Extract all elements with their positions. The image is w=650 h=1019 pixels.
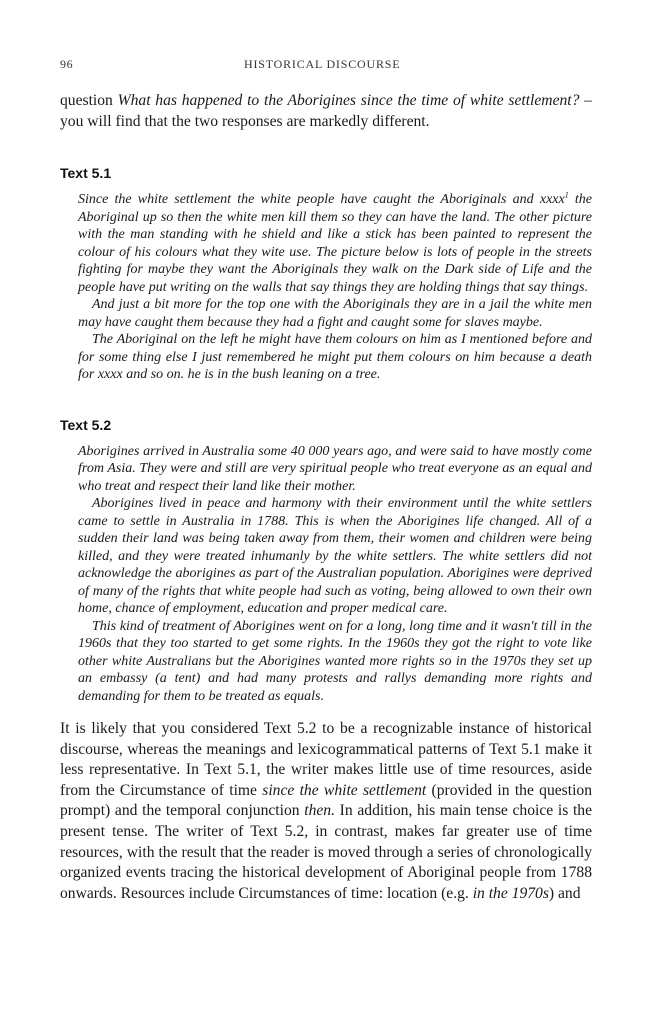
text-5-2-heading: Text 5.2 bbox=[60, 416, 112, 433]
book-page bbox=[60, 57, 592, 904]
text-5-1-para1-end: the Aboriginal up so then the white men kill them so they can have the land. The other picture with the man standing with he shield and like a stick has been painted to represent the colour of his colours what they wite use. The picture below is lots of people in the streets fighting for maybe they want the Aboriginals they walk on the Dark side of Life and the people have put writing on the walls that say things they are holding things that say things. bbox=[78, 192, 592, 295]
text-5-2-paragraph-3: This kind of treatment of Aborigines went on for a long, long time and it wasn't till in the 1960s that they too started to get some rights. In the 1960s they got the right to vote like other white Australians but the Aborigines wanted more rights so in the 1970s they set up an embassy (a tent) and had many protests and rallys demanding more rights and demanding for them to be treated as equals. bbox=[78, 618, 592, 704]
text-5-2-block bbox=[78, 443, 592, 706]
running-title: HISTORICAL DISCOURSE bbox=[244, 57, 401, 71]
analysis-text-2: (provided in the question prompt) and the temporal conjunction bbox=[60, 781, 593, 820]
analysis-italic-2: then. bbox=[304, 802, 335, 820]
text-5-1-paragraph-2: And just a bit more for the top one with the Aboriginals they are in a jail the white men may have caught them because they had a fight and caught some for slaves maybe. bbox=[78, 297, 592, 330]
analysis-text-1: It is likely that you considered Text 5.2 to be a recognizable instance of historical discourse, whereas the meanings and lexicogrammatical patterns of Text 5.1 make it less representative. In Text 5.1, the writer makes little use of time resources, aside from the Circumstance of time bbox=[60, 720, 592, 799]
intro-paragraph bbox=[60, 90, 592, 132]
analysis-italic-1: since the white settlement bbox=[262, 781, 427, 799]
text-5-2-paragraph-1: Aborigines arrived in Australia some 40 000 years ago, and were said to have mostly come from Asia. They were and still are very spiritual people who treat everyone as an equal and who treat and respect their land like their mother. bbox=[78, 443, 592, 494]
text-5-1-paragraph-1 bbox=[78, 191, 592, 296]
analysis-paragraph bbox=[60, 719, 592, 904]
text-5-1-para1-start: Since the white settlement the white people have caught the Aboriginals and xxxx bbox=[78, 192, 565, 207]
intro-question: What has happened to the Aborigines since the time of white settlement? bbox=[117, 92, 580, 109]
text-5-2-paragraph-2: Aborigines lived in peace and harmony with their environment until the white settlers came to settle in Australia in 1788. This is when the Aborigines life changed. All of a sudden their land was being taken away from them, their women and children were being killed, and they were treated inhumanly by the white settlers. The white settlers did not acknowledge the aborigines as part of the Australian population. Aborigines were deprived of many of the rights that white people had such as voting, being allowed to own their own home, chance of employment, education and proper medical care. bbox=[78, 496, 592, 616]
intro-text-end: – you will find that the two responses are markedly different. bbox=[60, 92, 592, 130]
footnote-marker: 1 bbox=[564, 190, 569, 200]
intro-text-start: question bbox=[60, 92, 118, 109]
text-5-1-heading: Text 5.1 bbox=[60, 165, 112, 181]
analysis-text-4: ) and bbox=[548, 884, 581, 902]
text-5-1-paragraph-3: The Aboriginal on the left he might have them colours on him as I mentioned before and for some thing else I just remembered he might put them colours on him because a death for xxxx and so on. he is in the bush leaning on a tree. bbox=[78, 332, 592, 382]
analysis-italic-3: in the 1970s bbox=[472, 884, 549, 902]
text-5-1-block bbox=[78, 191, 592, 384]
running-head bbox=[60, 57, 592, 77]
analysis-text-3: In addition, his main tense choice is the present tense. The writer of Text 5.2, in contrast, makes far greater use of time resources, with the result that the reader is moved through a series of chronologically organized events tracing the historical development of Aboriginal people from 1788 onwards. Resources include Circumstances of time: location (e.g. bbox=[60, 802, 592, 902]
page-number: 96 bbox=[60, 57, 74, 71]
